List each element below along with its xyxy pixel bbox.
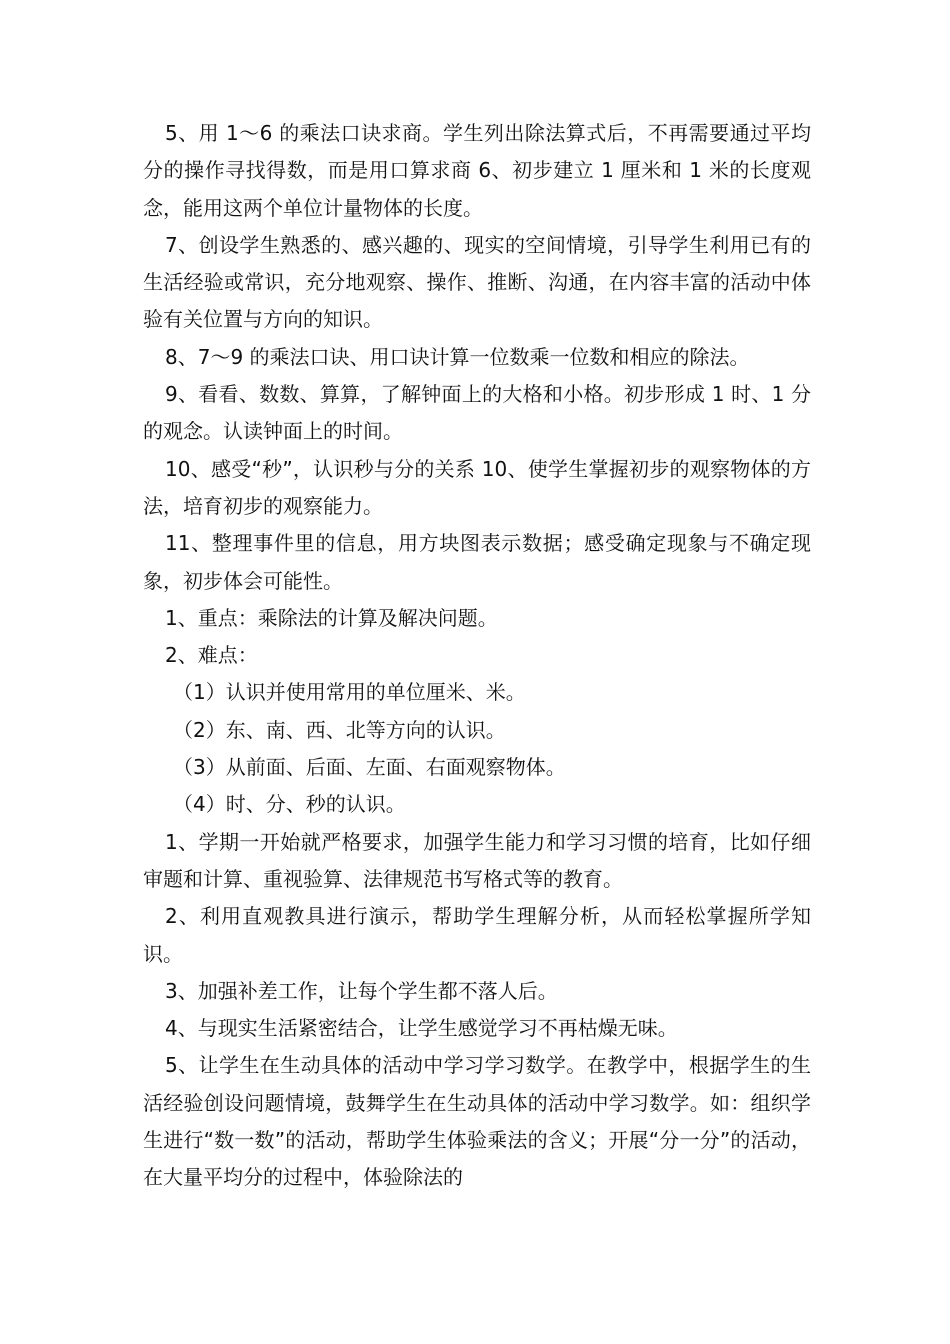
- paragraph: 8、7～9 的乘法口诀、用口诀计算一位数乘一位数和相应的除法。: [165, 344, 750, 369]
- paragraph: 7、创设学生熟悉的、感兴趣的、现实的空间情境，引导学生利用已有的生活经验或常识，充分地观察、操作、推断、沟通，在内容丰富的活动中体验有关位置与方向的知识。: [143, 232, 811, 332]
- paragraph: 10、感受“秒”，认识秒与分的关系 10、使学生掌握初步的观察物体的方法，培育初步的观察能力。: [143, 456, 811, 518]
- paragraph: 1、重点：乘除法的计算及解决问题。: [165, 605, 498, 630]
- paragraph: （2）东、南、西、北等方向的认识。: [173, 717, 506, 742]
- paragraph: 3、加强补差工作，让每个学生都不落人后。: [165, 978, 558, 1003]
- paragraph: 5、用 1～6 的乘法口诀求商。学生列出除法算式后，不再需要通过平均分的操作寻找得数，而是用口算求商 6、初步建立 1 厘米和 1 米的长度观念，能用这两个单位计量物体的长度。: [143, 121, 811, 220]
- paragraph: （3）从前面、后面、左面、右面观察物体。: [173, 755, 566, 780]
- paragraph: 2、难点：: [165, 643, 258, 668]
- paragraph: （1）认识并使用常用的单位厘米、米。: [173, 680, 526, 705]
- paragraph: （4）时、分、秒的认识。: [173, 792, 406, 817]
- paragraph: 1、学期一开始就严格要求，加强学生能力和学习习惯的培育，比如仔细审题和计算、重视验算、法律规范书写格式等的教育。: [143, 829, 811, 891]
- paragraph: 5、让学生在生动具体的活动中学习学习数学。在教学中，根据学生的生活经验创设问题情境，鼓舞学生在生动具体的活动中学习数学。如：组织学生进行“数一数”的活动，帮助学生体验乘法的含义；开展“分一分”的活动，在大量平均分的过程中，体验除法的: [143, 1053, 811, 1190]
- paragraph: 11、整理事件里的信息，用方块图表示数据；感受确定现象与不确定现象，初步体会可能性。: [143, 531, 811, 593]
- paragraph: 9、看看、数数、算算，了解钟面上的大格和小格。初步形成 1 时、1 分的观念。认读钟面上的时间。: [143, 382, 811, 444]
- paragraph: 2、利用直观教具进行演示，帮助学生理解分析，从而轻松掌握所学知识。: [143, 904, 811, 966]
- document-body: [143, 115, 811, 1197]
- paragraph: 4、与现实生活紧密结合，让学生感觉学习不再枯燥无味。: [165, 1016, 678, 1041]
